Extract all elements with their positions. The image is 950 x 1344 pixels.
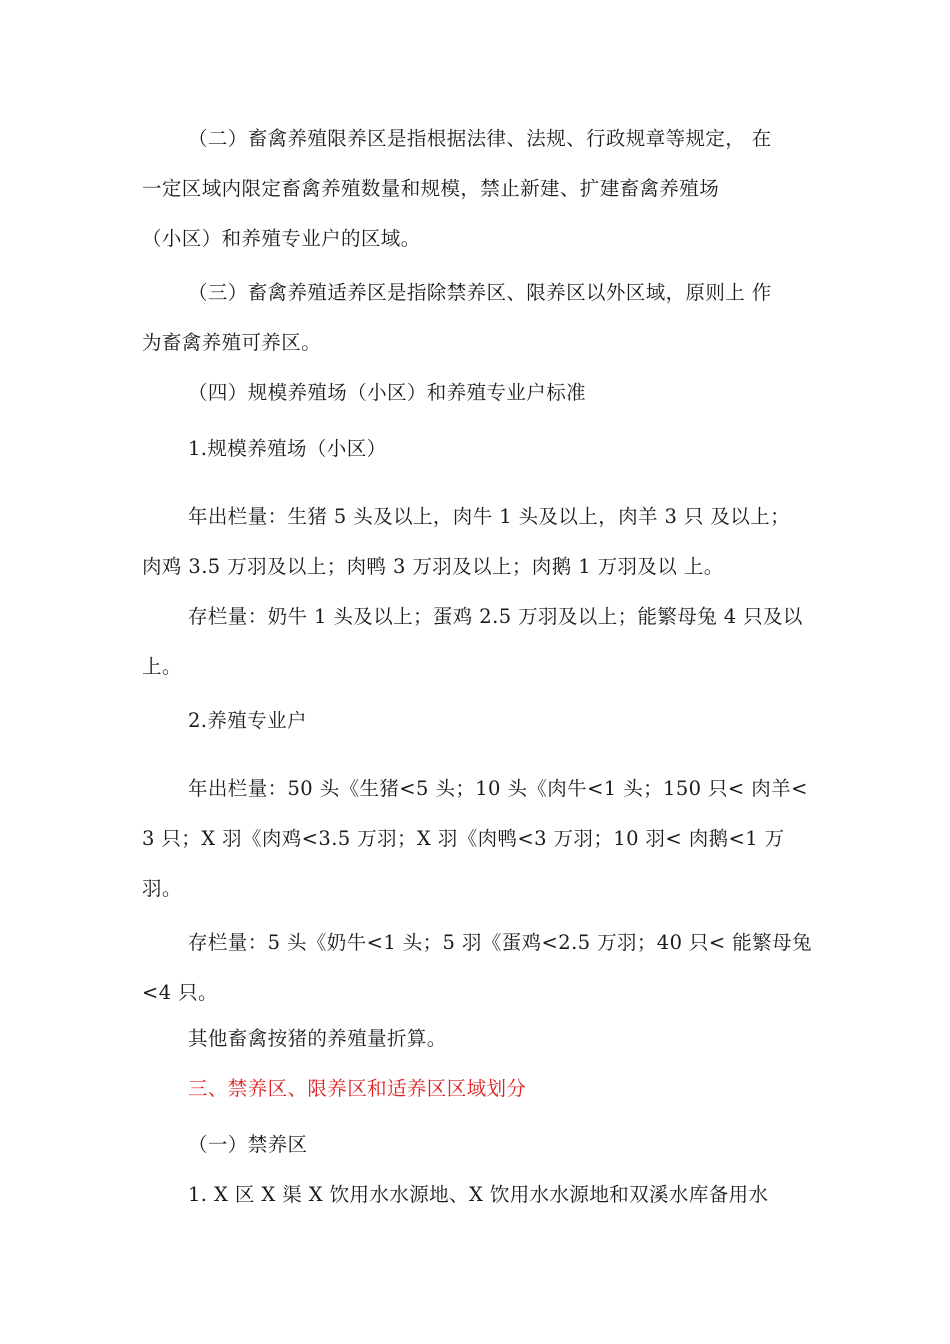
paragraph-line: 羽。 [142, 877, 182, 900]
paragraph-line: 其他畜禽按猪的养殖量折算。 [188, 1027, 447, 1050]
section-subheading: （一）禁养区 [188, 1133, 308, 1156]
paragraph-line: 存栏量：5 头《奶牛<1 头；5 羽《蛋鸡<2.5 万羽；40 只< 能繁母兔 [188, 931, 812, 954]
paragraph-line: 一定区域内限定畜禽养殖数量和规模，禁止新建、扩建畜禽养殖场 [142, 177, 720, 200]
paragraph-line: （三）畜禽养殖适养区是指除禁养区、限养区以外区域，原则上 作 [188, 281, 772, 304]
paragraph-line: <4 只。 [142, 981, 218, 1004]
section-subheading: （四）规模养殖场（小区）和养殖专业户标准 [188, 381, 587, 404]
paragraph-line: 年出栏量：50 头《生猪<5 头；10 头《肉牛<1 头；150 只< 肉羊< [188, 777, 808, 800]
section-heading: 三、禁养区、限养区和适养区区域划分 [188, 1077, 527, 1100]
paragraph-line: 1. X 区 X 渠 X 饮用水水源地、X 饮用水水源地和双溪水库备用水 [188, 1183, 769, 1206]
item-heading: 2.养殖专业户 [188, 709, 307, 732]
paragraph-line: 上。 [142, 655, 182, 678]
item-heading: 1.规模养殖场（小区） [188, 437, 387, 460]
paragraph-line: 存栏量：奶牛 1 头及以上；蛋鸡 2.5 万羽及以上；能繁母兔 4 只及以 [188, 605, 803, 628]
paragraph-line: 3 只；X 羽《肉鸡<3.5 万羽；X 羽《肉鸭<3 万羽；10 羽< 肉鹅<1 万 [142, 827, 785, 850]
paragraph-line: （二）畜禽养殖限养区是指根据法律、法规、行政规章等规定， 在 [188, 127, 772, 150]
paragraph-line: 肉鸡 3.5 万羽及以上；肉鸭 3 万羽及以上；肉鹅 1 万羽及以 上。 [142, 555, 724, 578]
paragraph-line: 年出栏量：生猪 5 头及以上，肉牛 1 头及以上，肉羊 3 只 及以上； [188, 505, 791, 528]
paragraph-line: 为畜禽养殖可养区。 [142, 331, 322, 354]
paragraph-line: （小区）和养殖专业户的区域。 [142, 227, 421, 250]
